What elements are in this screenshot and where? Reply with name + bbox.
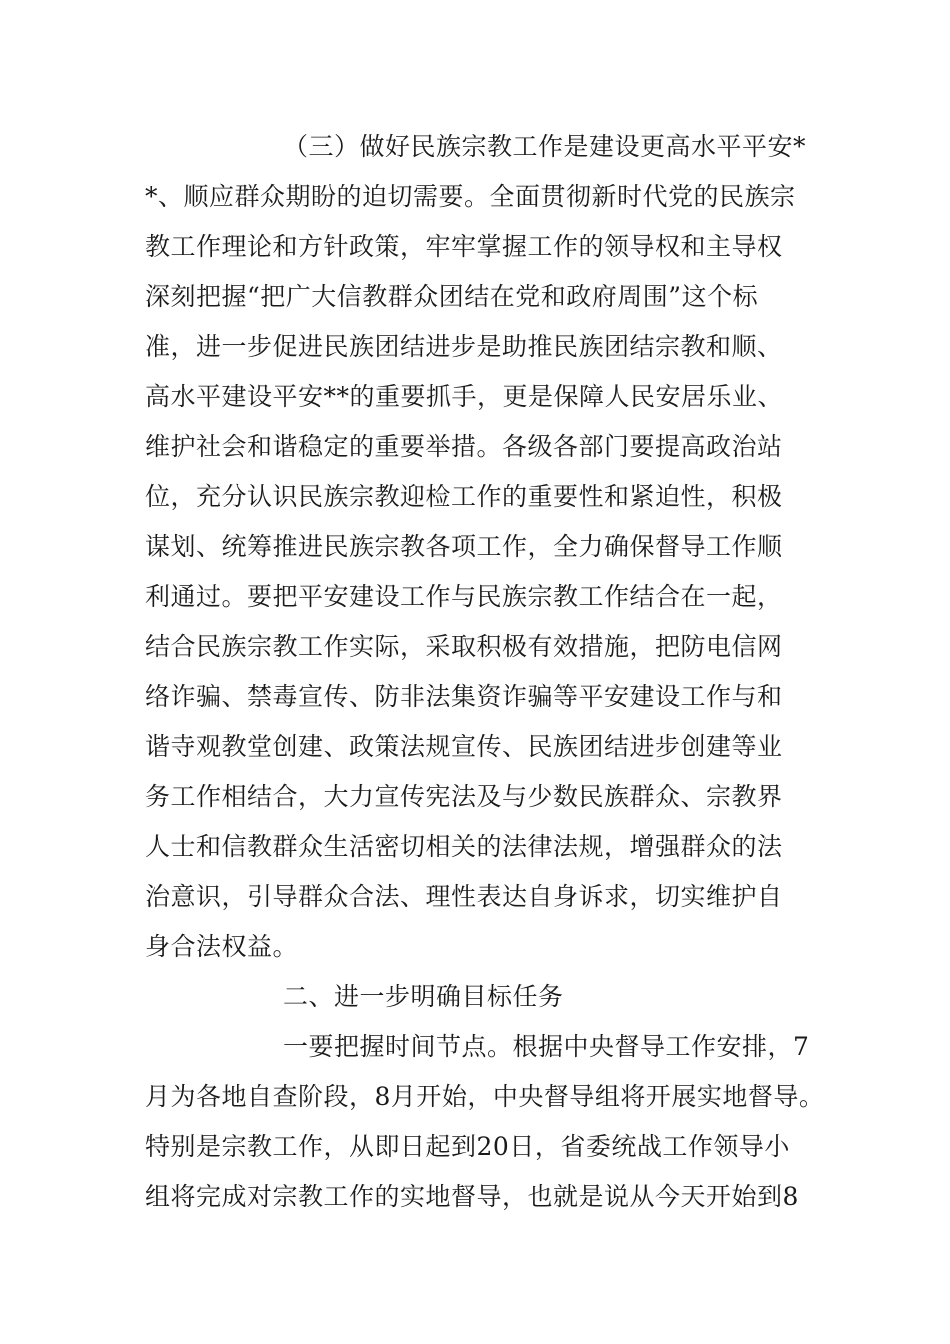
paragraph-line: 人士和信教群众生活密切相关的法律法规，增强群众的法 (145, 832, 783, 861)
paragraph-line: 月为各地自查阶段，8月开始，中央督导组将开展实地督导。 (145, 1082, 825, 1111)
paragraph-line: 维护社会和谐稳定的重要举措。各级各部门要提高政治站 (145, 432, 783, 461)
paragraph-line: *、顺应群众期盼的迫切需要。全面贯彻新时代党的民族宗 (145, 182, 796, 211)
paragraph-line: 深刻把握“把广大信教群众团结在党和政府周围”这个标 (145, 282, 759, 311)
paragraph-line: 身合法权益。 (145, 932, 299, 961)
paragraph-line: 谋划、统筹推进民族宗教各项工作，全力确保督导工作顺 (145, 532, 783, 561)
paragraph-line: 特别是宗教工作，从即日起到20日，省委统战工作领导小 (145, 1132, 790, 1161)
paragraph-line: 谐寺观教堂创建、政策法规宣传、民族团结进步创建等业 (145, 732, 783, 761)
paragraph-line: 位，充分认识民族宗教迎检工作的重要性和紧迫性，积极 (145, 482, 783, 511)
paragraph-line: 准，进一步促进民族团结进步是助推民族团结宗教和顺、 (145, 332, 783, 361)
paragraph-line: 治意识，引导群众合法、理性表达自身诉求，切实维护自 (145, 882, 783, 911)
paragraph-line: 务工作相结合，大力宣传宪法及与少数民族群众、宗教界 (145, 782, 783, 811)
paragraph-line: 教工作理论和方针政策，牢牢掌握工作的领导权和主导权 (145, 232, 783, 261)
paragraph-line: 高水平建设平安**的重要抓手，更是保障人民安居乐业、 (145, 382, 784, 411)
paragraph-line: 一要把握时间节点。根据中央督导工作安排，7 (283, 1032, 810, 1061)
paragraph-line: （三）做好民族宗教工作是建设更高水平平安* (283, 132, 807, 161)
paragraph-line: 络诈骗、禁毒宣传、防非法集资诈骗等平安建设工作与和 (145, 682, 783, 711)
paragraph-line: 结合民族宗教工作实际，采取积极有效措施，把防电信网 (145, 632, 783, 661)
paragraph-line: 利通过。要把平安建设工作与民族宗教工作结合在一起， (145, 582, 783, 611)
section-heading: 二、进一步明确目标任务 (283, 982, 564, 1011)
paragraph-line: 组将完成对宗教工作的实地督导，也就是说从今天开始到8 (145, 1182, 799, 1211)
